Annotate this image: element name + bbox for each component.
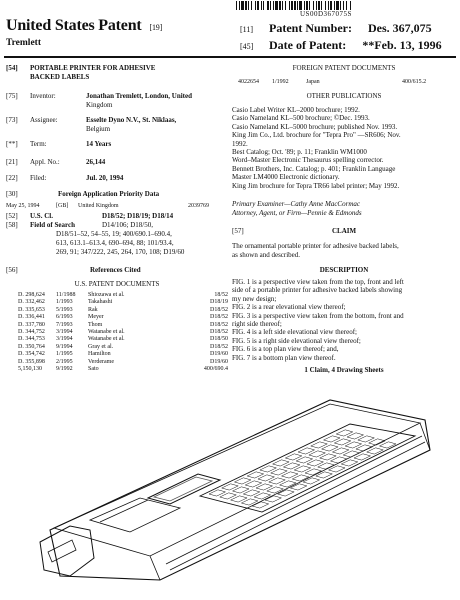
- keyboard-key: [343, 451, 359, 457]
- us-doc-row: [18, 292, 228, 299]
- us-doc-class: D18/52: [210, 343, 228, 350]
- header-title-tag: [19]: [149, 23, 163, 32]
- examiner-value: —Cathy Anne MacCormac: [284, 200, 360, 208]
- foreign-doc-date: 1/1992: [272, 79, 289, 85]
- other-pub-line: Bennett Brothers, Inc. Catalog; p. 401; Franklin Language: [232, 164, 396, 173]
- us-doc-date: 11/1988: [56, 292, 76, 298]
- keyboard-key: [231, 496, 247, 502]
- us-doc-inventor: Shiozawa et al.: [88, 292, 125, 298]
- keyboard-key: [282, 472, 298, 478]
- us-doc-class: D18/19: [210, 299, 228, 306]
- printer-body-outline: [50, 400, 430, 580]
- us-doc-row: [18, 314, 228, 321]
- foreign-priority-country: United Kingdom: [78, 203, 119, 209]
- keyboard-key: [265, 496, 281, 502]
- keyboard-key: [324, 436, 340, 442]
- foreign-docs-row: [238, 78, 456, 86]
- description-line: FIG. 4 is a left side elevational view thereof;: [232, 328, 357, 337]
- refs-heading: References Cited: [90, 266, 141, 274]
- assignee-line-1: Esselte Dyno N.V., St. Niklaas,: [86, 116, 177, 124]
- field-line-2: D18/51–52, 54–55, 19; 400/690.1–690.4,: [56, 230, 172, 238]
- us-doc-date: 6/1993: [56, 314, 73, 321]
- description-line: FIG. 5 is a right side elevational view thereof;: [232, 336, 361, 345]
- display-window: [148, 474, 220, 504]
- filed-code: [22]: [6, 174, 18, 182]
- uscl-value: D18/52; D18/19; D18/14: [102, 212, 174, 220]
- foreign-code: [30]: [6, 190, 18, 198]
- description-line: right side thereof;: [232, 320, 282, 329]
- term-code: [**]: [6, 140, 18, 148]
- barcode-gap: [351, 1, 352, 10]
- field-line-1: D14/106; D18/50,: [102, 221, 153, 229]
- claim-code: [57]: [232, 227, 244, 235]
- printer-front-edge: [150, 423, 430, 580]
- patent-number-label: Patent Number:: [269, 21, 352, 35]
- us-doc-number: D. 344,752: [18, 329, 45, 336]
- keyboard-area: [200, 424, 415, 512]
- keyboard-key: [296, 457, 312, 463]
- keyboard-key: [252, 502, 268, 508]
- uscl-label: U.S. Cl.: [30, 212, 53, 220]
- us-doc-row: [18, 322, 228, 329]
- appl-code: [21]: [6, 158, 18, 166]
- filed-label: Filed:: [30, 174, 47, 182]
- description-line: side of a portable printer for adhesive backed labels showing: [232, 286, 403, 295]
- keyboard-key: [278, 490, 294, 496]
- keyboard-key: [330, 457, 346, 463]
- us-doc-number: D. 298,624: [18, 292, 45, 298]
- us-doc-class: D18/52: [210, 329, 228, 336]
- header-rule: [4, 56, 456, 58]
- us-doc-number: D. 350,764: [18, 343, 45, 350]
- keyboard-key: [269, 478, 285, 484]
- us-doc-inventor: Hamilton: [88, 351, 111, 358]
- uscl-code: [52]: [6, 212, 18, 220]
- tape-exit-housing: [40, 526, 94, 576]
- keyboard-key: [305, 469, 321, 475]
- us-doc-date: 9/1992: [56, 366, 73, 373]
- refs-code: [56]: [6, 266, 18, 274]
- keyboard-key: [267, 487, 283, 493]
- claims-summary: 1 Claim, 4 Drawing Sheets: [304, 366, 384, 374]
- other-pub-line: Casio Nameland KL–500 brochure; ©Dec. 1993.: [232, 114, 370, 123]
- date-code: [45]: [240, 42, 254, 51]
- us-doc-class: D19/60: [210, 351, 228, 358]
- other-pub-line: 1992.: [232, 139, 248, 148]
- attorney-value: —Pennie & Edmonds: [300, 209, 362, 217]
- field-line-4: 269, 91; 347/222, 245, 264, 170, 108; D19/60: [56, 248, 185, 256]
- us-doc-number: D. 337,780: [18, 321, 45, 328]
- attorney-line: [232, 209, 362, 217]
- field-label: Field of Search: [30, 221, 75, 229]
- keyboard-key: [220, 493, 236, 499]
- keyboard-key: [258, 475, 274, 481]
- us-doc-class: D19/60: [210, 358, 228, 365]
- us-doc-class: 400/690.4: [203, 366, 228, 373]
- patent-number: Des. 367,075: [367, 21, 432, 35]
- other-pub-line: Casio Nameland KL–5000 brochure; published Nov. 1993.: [232, 122, 398, 131]
- us-doc-row: [18, 359, 228, 366]
- field-of-search: [6, 221, 153, 229]
- description-line: FIG. 7 is a bottom plan view thereof.: [232, 353, 336, 362]
- appl-value: 26,144: [86, 158, 106, 166]
- foreign-priority-country-code: [GB]: [56, 203, 69, 209]
- foreign-heading: Foreign Application Priority Data: [58, 190, 160, 198]
- us-doc-row: [18, 336, 228, 343]
- us-doc-row: [18, 299, 228, 306]
- keyboard-key: [245, 481, 261, 487]
- patent-number-line: [240, 21, 432, 36]
- keyboard-key: [320, 454, 336, 460]
- inventor-field: [6, 92, 192, 100]
- date-value: **Feb. 13, 1996: [362, 38, 442, 52]
- foreign-priority-row: [6, 202, 228, 210]
- us-doc-date: 3/1994: [56, 329, 73, 336]
- term-value: 14 Years: [86, 140, 112, 148]
- title-field: [6, 64, 155, 72]
- us-doc-inventor: Sato: [88, 366, 99, 373]
- keyboard-key: [233, 487, 249, 493]
- other-pub-line: Casio Label Writer KL–2000 brochure; 1992.: [232, 106, 360, 114]
- title-code: [54]: [6, 64, 18, 72]
- right-column: [232, 64, 456, 394]
- us-doc-row: [18, 329, 228, 336]
- tape-exit-slot: [48, 540, 76, 562]
- description-line: FIG. 1 is a perspective view taken from the top, front and left: [232, 278, 404, 286]
- other-pub-line: Master LM4000 Electronic dictionary.: [232, 173, 340, 182]
- us-doc-inventor: Watanabe et al.: [88, 336, 125, 343]
- us-doc-number: D. 332,462: [18, 299, 45, 306]
- keyboard-key: [358, 436, 374, 442]
- foreign-docs-heading: FOREIGN PATENT DOCUMENTS: [292, 64, 396, 72]
- assignee-label: Assignee:: [30, 116, 58, 124]
- us-doc-number: D. 355,898: [18, 358, 45, 365]
- keyboard-key: [280, 481, 296, 487]
- examiner-line: [232, 200, 360, 208]
- us-doc-inventor: Verderame: [88, 358, 114, 365]
- us-doc-date: 1/1995: [56, 351, 73, 358]
- other-pub-line: Best Catalog; Oct. '89; p. 11; Franklin WM1000: [232, 148, 367, 157]
- keyboard-keys: [209, 430, 396, 508]
- us-doc-number: D. 336,441: [18, 314, 45, 321]
- us-doc-row: [18, 344, 228, 351]
- us-doc-inventor: Gray et al.: [88, 343, 114, 350]
- other-pubs-list: [232, 106, 456, 190]
- patent-number-code: [11]: [240, 25, 254, 34]
- foreign-priority-date: May 25, 1994: [6, 203, 40, 209]
- keyboard-key: [318, 463, 334, 469]
- us-doc-inventor: Takahashi: [88, 299, 113, 306]
- keyboard-key: [283, 463, 299, 469]
- title-line-1: PORTABLE PRINTER FOR ADHESIVE: [30, 64, 156, 72]
- us-doc-date: 2/1995: [56, 358, 73, 365]
- field-code: [58]: [6, 221, 18, 229]
- us-doc-class: D18/50: [210, 336, 228, 343]
- title-line-2: BACKED LABELS: [30, 73, 90, 81]
- examiner-label: Primary Examiner: [232, 200, 285, 208]
- keyboard-key: [336, 430, 352, 436]
- inventor-line-1: Jonathan Tremlett, London, United: [86, 92, 192, 100]
- keyboard-key: [292, 475, 308, 481]
- patent-header-title: [6, 17, 162, 35]
- date-label: Date of Patent:: [269, 38, 347, 52]
- foreign-priority-heading-row: [6, 190, 159, 198]
- description-line: my new design;: [232, 294, 277, 303]
- claim-heading-row: [232, 227, 456, 235]
- foreign-priority-number: 2039769: [188, 203, 209, 209]
- printer-drawing: [30, 380, 450, 594]
- us-docs-list: [18, 292, 228, 373]
- appl-no-field: [6, 158, 105, 166]
- keyboard-key: [271, 469, 287, 475]
- us-doc-date: 5/1993: [56, 306, 73, 313]
- other-pub-line: King Jim brochure for Tepra TR66 label printer; May 1992.: [232, 181, 400, 190]
- us-doc-class: D18/52: [210, 321, 228, 328]
- claim-line-2: as shown and described.: [232, 251, 301, 259]
- keyboard-key: [347, 433, 363, 439]
- us-doc-inventor: Watanabe et al.: [88, 329, 125, 336]
- side-rib-2: [166, 436, 422, 564]
- other-pub-line: King Jim Co., Ltd. brochure for "Tepra Pro" —SR606; Nov.: [232, 131, 401, 140]
- keyboard-key: [311, 442, 327, 448]
- keyboard-key: [334, 439, 350, 445]
- inventor-label: Inventor:: [30, 92, 56, 100]
- keyboard-key: [345, 442, 361, 448]
- term-field: [6, 140, 111, 148]
- us-doc-class: D18/52: [210, 306, 228, 313]
- keyboard-key: [294, 466, 310, 472]
- us-doc-number: 5,150,130: [18, 366, 42, 373]
- us-doc-row: [18, 366, 228, 373]
- header-inventor: Tremlett: [6, 38, 41, 48]
- keyboard-key: [307, 460, 323, 466]
- assignee-line-2: Belgium: [86, 125, 111, 133]
- us-doc-number: D. 335,653: [18, 306, 45, 313]
- description-list: [232, 278, 456, 362]
- keyboard-key: [290, 484, 306, 490]
- us-cl-field: [6, 212, 228, 220]
- keyboard-key: [260, 466, 276, 472]
- assignee-code: [73]: [6, 116, 18, 124]
- other-pubs-heading: OTHER PUBLICATIONS: [306, 92, 382, 100]
- keyboard-key: [309, 451, 325, 457]
- us-doc-row: [18, 351, 228, 358]
- description-line: FIG. 3 is a perspective view taken from the bottom, front and: [232, 311, 404, 320]
- claim-heading: CLAIM: [332, 227, 357, 235]
- keyboard-key: [332, 448, 348, 454]
- us-doc-number: D. 344,753: [18, 336, 45, 343]
- attorney-label: Attorney, Agent, or Firm: [232, 209, 301, 217]
- claim-line-1: The ornamental portable printer for adhesive backed labels,: [232, 242, 399, 250]
- foreign-doc-country: Japan: [306, 79, 320, 85]
- keyboard-key: [285, 454, 301, 460]
- description-heading: DESCRIPTION: [319, 266, 369, 274]
- us-docs-heading: U.S. PATENT DOCUMENTS: [74, 280, 160, 288]
- us-doc-date: 7/1993: [56, 321, 73, 328]
- keyboard-key: [298, 448, 314, 454]
- header-title-text: United States Patent: [6, 17, 142, 34]
- us-doc-inventor: Thom: [88, 321, 103, 328]
- us-doc-class: D18/52: [210, 314, 228, 321]
- foreign-doc-number: 4022654: [238, 79, 259, 85]
- keyboard-key: [243, 490, 259, 496]
- left-column: [6, 64, 228, 394]
- keyboard-key: [322, 445, 338, 451]
- foreign-doc-class: 400/615.2: [402, 79, 427, 85]
- assignee-field: [6, 116, 176, 124]
- us-doc-date: 9/1994: [56, 343, 73, 350]
- other-pub-line: Word–Master Electronic Thesaurus spelling corrector.: [232, 156, 384, 165]
- barcode-number: US00D367075S: [300, 10, 352, 18]
- field-line-3: 613, 613.1–613.4, 690–694, 88; 101/93.4,: [56, 239, 174, 247]
- keyboard-key: [303, 478, 319, 484]
- references-heading-row: [6, 266, 228, 274]
- us-doc-date: 1/1993: [56, 299, 73, 306]
- us-doc-inventor: Rak: [88, 306, 98, 313]
- us-doc-class: 18/52: [214, 292, 228, 298]
- us-doc-date: 3/1994: [56, 336, 73, 343]
- barcode: [236, 1, 456, 10]
- keyboard-key: [247, 472, 263, 478]
- filed-value: Jul. 20, 1994: [86, 174, 124, 182]
- term-label: Term:: [30, 140, 47, 148]
- us-doc-number: D. 354,742: [18, 351, 45, 358]
- appl-label: Appl. No.:: [30, 158, 60, 166]
- keyboard-key: [256, 484, 272, 490]
- inventor-code: [75]: [6, 92, 18, 100]
- keyboard-key: [273, 460, 289, 466]
- us-doc-inventor: Meyer: [88, 314, 104, 321]
- date-of-patent-line: [240, 38, 442, 53]
- description-line: FIG. 2 is a rear elevational view thereof;: [232, 303, 346, 312]
- description-line: FIG. 6 is a top plan view thereof; and,: [232, 345, 339, 354]
- us-doc-row: [18, 307, 228, 314]
- inventor-line-2: Kingdom: [86, 101, 113, 109]
- filed-field: [6, 174, 123, 182]
